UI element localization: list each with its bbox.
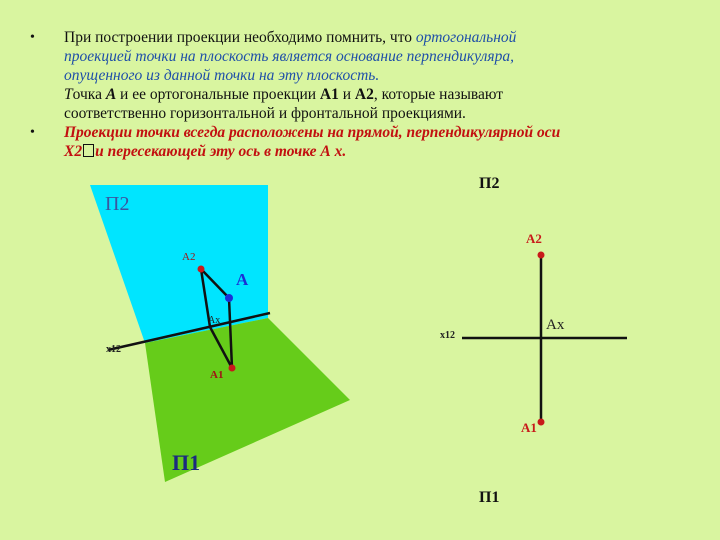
point-A2-3d [198, 266, 205, 273]
point-A1-2d [538, 419, 545, 426]
label-bottom-plane: П1 [479, 489, 500, 506]
p2-line2-c: А х. [320, 143, 347, 160]
bullet-marker: • [30, 30, 35, 45]
label-A2-3d: А2 [182, 251, 196, 263]
p1-line4-c: и ее ортогональные проекции [116, 86, 320, 103]
p1-line4-A1: А1 [319, 86, 339, 103]
point-A1-3d [229, 365, 236, 372]
label-A2-2d: А2 [526, 231, 542, 246]
p2-line2-b: и пересекающей эту ось в точке [95, 143, 321, 160]
label-x12-2d: x12 [440, 330, 455, 341]
label-front-plane: П2 [105, 193, 130, 215]
p1-line4-and: и [338, 86, 355, 103]
p1-line5: соответственно горизонтальной и фронтальной проекциями. [64, 105, 466, 122]
p1-line4-d: , которые называют [373, 86, 504, 103]
label-top-plane: П2 [479, 175, 500, 192]
p2-line1: Проекции точки всегда расположены на прямой, перпендикулярной оси [64, 124, 561, 141]
label-A-3d: А [236, 270, 249, 289]
p1-line4-A2: А2 [354, 86, 374, 103]
bullet-marker: • [30, 125, 35, 140]
label-Ax-2d: Ax [546, 317, 565, 333]
p1-blue-3: опущенного из данной точки на эту плоскость. [64, 67, 380, 84]
p2-line2-a: X2 [64, 143, 83, 160]
diagram-3d [90, 185, 350, 482]
p1-blue-2: проекцией точки на плоскость является основание перпендикуляра, [64, 48, 514, 65]
label-Ax-3d: Ax [208, 315, 221, 326]
diagram-2d [440, 175, 627, 506]
label-x12-3d: x12 [106, 344, 121, 355]
point-A2-2d [538, 252, 545, 259]
p1-line4-b: очка [72, 86, 106, 103]
p1-line4-a: Т [64, 86, 73, 103]
p1-plain: При построении проекции необходимо помнить, что [64, 29, 416, 46]
label-A1-3d: А1 [210, 369, 224, 381]
point-A-3d [225, 294, 233, 302]
p1-blue-1: ортогональной [415, 29, 517, 46]
label-horizontal-plane: П1 [172, 450, 201, 475]
label-A1-2d: А1 [521, 420, 537, 435]
p1-line4-A: А [105, 86, 117, 103]
